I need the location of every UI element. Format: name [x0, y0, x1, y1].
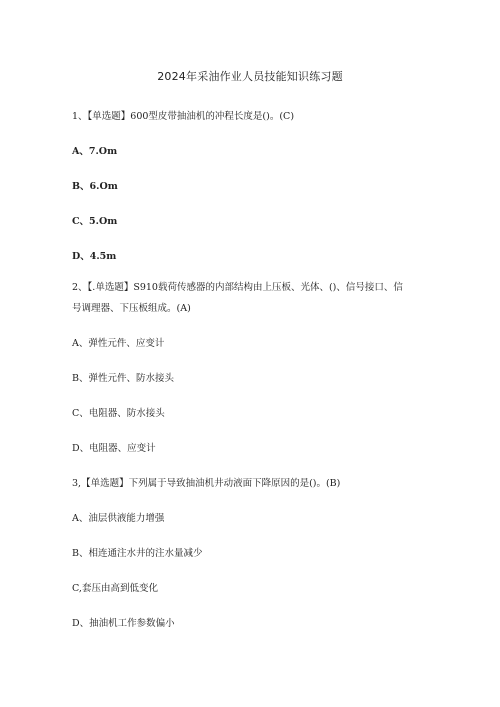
question-3-option-a: A、油层供液能力增强	[72, 513, 165, 524]
question-2-stem-line-2: 号调理器、下压板组成。(A)	[72, 303, 191, 314]
question-1-option-d: D、4.5m	[72, 251, 117, 262]
question-2-option-b: B、弹性元件、防水接头	[72, 373, 174, 384]
question-1-option-a: A、7.Om	[72, 146, 118, 157]
question-2-option-a: A、弹性元件、应变计	[72, 338, 165, 349]
question-1-stem: 1、【单选题】600型皮带抽油机的冲程长度是()。(C)	[72, 111, 295, 122]
question-3-option-c: C,套压由高到低变化	[72, 583, 158, 594]
question-3-option-d: D、抽油机工作参数偏小	[72, 618, 175, 629]
question-1-option-c: C、5.Om	[72, 216, 118, 227]
question-2-option-d: D、电阻器、应变计	[72, 443, 156, 454]
document-title: 2024年采油作业人员技能知识练习题	[157, 70, 343, 83]
question-1-option-b: B、6.Om	[72, 181, 118, 192]
question-2-stem-line-1: 2、【.单选题】S910载荷传感器的内部结构由上压板、光体、()、信号接口、信	[72, 282, 403, 293]
question-2-option-c: C、电阻器、防水接头	[72, 408, 165, 419]
question-3-stem: 3,【单选题】下列属于导致抽油机井动液面下降原因的是()。(B)	[72, 478, 341, 489]
question-3-option-b: B、相连通注水井的注水量减少	[72, 548, 203, 559]
